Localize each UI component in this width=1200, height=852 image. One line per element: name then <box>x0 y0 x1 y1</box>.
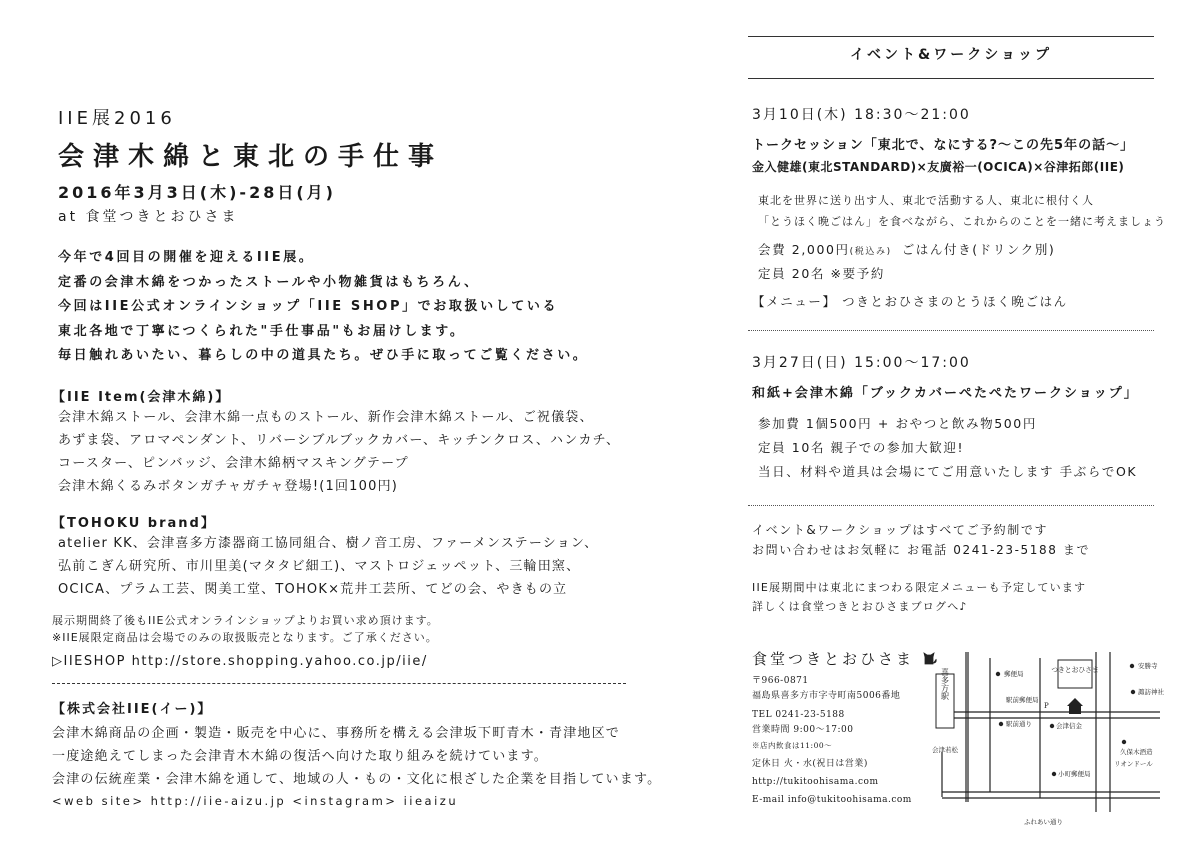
divider <box>748 330 1154 331</box>
event1-description <box>758 190 1166 232</box>
web-links[interactable]: <web site> http://iie-aizu.jp <instagram> iieaizu <box>52 794 459 808</box>
event1-fee-row <box>758 240 1055 258</box>
brand-line: OCICA、プラム工芸、関美工堂、TOHOK×荒井工芸所、てどの会、やきもの立 <box>58 582 568 597</box>
shop-details <box>752 674 912 808</box>
contact-line: お問い合わせはお気軽に お電話 0241-23-5188 まで <box>752 543 1091 557</box>
brand-heading: 【TOHOKU brand】 <box>52 516 216 531</box>
event1-time: 3月10日(木) 18:30〜21:00 <box>752 107 971 123</box>
contact-info <box>752 520 1090 560</box>
limited-menu-info <box>752 578 1086 616</box>
shop-tel: TEL 0241-23-5188 <box>752 710 845 720</box>
limited-line: 詳しくは食堂つきとおひさまブログへ♪ <box>752 600 968 613</box>
brand-line: 弘前こぎん研究所、市川里美(マタタビ細工)、マストロジェッペット、三輪田窯、 <box>58 559 581 574</box>
shop-url[interactable]: http://tukitoohisama.com <box>752 777 879 787</box>
shop-name <box>752 648 938 669</box>
item-heading: 【IIE Item(会津木綿)】 <box>52 390 231 405</box>
shop-address: 福島県喜多方市字寺町南5006番地 <box>752 691 901 701</box>
item-line: あずま袋、アロマペンダント、リバーシブルブックカバー、キッチンクロス、ハンカチ、 <box>58 433 621 448</box>
header-rule-top <box>748 36 1154 37</box>
map-shop-marker <box>1058 660 1092 688</box>
map-label: 駅前郵便局 <box>1006 696 1039 704</box>
header-rule-bottom <box>748 78 1154 79</box>
intro-line: 毎日触れあいたい、暮らしの中の道具たち。ぜひ手に取ってご覧ください。 <box>58 348 589 363</box>
shop-closed: 定休日 火・水(祝日は営業) <box>752 759 868 769</box>
event2-title: 和紙+会津木綿「ブックカバーぺたぺたワークショップ」 <box>752 386 1139 401</box>
shop-hours-note: ※店内飲食は11:00〜 <box>752 741 833 750</box>
event1-title: トークセッション「東北で、なにする?〜この先5年の話〜」 <box>752 138 1135 153</box>
event1-fee: 会費 2,000円 <box>758 242 850 257</box>
map-shop-label: つきとおひさま <box>1051 666 1099 674</box>
brand-list <box>58 532 598 601</box>
intro-line: 今回はIIE公式オンラインショップ「IIE SHOP」でお取扱いしている <box>58 299 559 314</box>
map-label: リオンドール <box>1114 760 1153 768</box>
access-map <box>928 652 1164 832</box>
event2-note: 当日、材料や道具は会場にてご用意いたします 手ぶらでOK <box>758 464 1138 479</box>
map-label: 久保木酒造 <box>1120 748 1153 756</box>
item-line: 会津木綿くるみボタンガチャガチャ登場!(1回100円) <box>58 479 399 494</box>
event1-menu: 【メニュー】 つきとおひさまのとうほく晩ごはん <box>752 294 1068 309</box>
intro-line: 東北各地で丁寧につくられた"手仕事品"もお届けします。 <box>58 323 466 339</box>
events-header: イベント&ワークショップ <box>850 47 1052 63</box>
event2-details <box>758 412 1137 484</box>
shop-postal: 〒966-0871 <box>752 676 809 686</box>
divider <box>748 505 1154 506</box>
company-heading: 【株式会社IIE(イー)】 <box>52 702 213 717</box>
company-line: 会津木綿商品の企画・製造・販売を中心に、事務所を構える会津坂下町青木・青津地区で <box>52 726 621 741</box>
item-line: 会津木綿ストール、会津木綿一点ものストール、新作会津木綿ストール、ご祝儀袋、 <box>58 410 594 425</box>
event1-speakers: 金入健雄(東北STANDARD)×友廣裕一(OCICA)×谷津拓郎(IIE) <box>752 160 1125 174</box>
shop-name-text: 食堂つきとおひさま <box>752 650 915 668</box>
shop-notes <box>52 612 439 646</box>
intro-line: 今年で4回目の開催を迎えるIIE展。 <box>58 250 315 265</box>
desc-line: 「とうほく晩ごはん」を食べながら、これからのことを一緒に考えましょう <box>758 215 1166 228</box>
note-line: ※IIE展限定商品は会場でのみの取扱販売となります。ご了承ください。 <box>52 631 438 644</box>
intro-line: 定番の会津木綿をつかったストールや小物雑貨はもちろん、 <box>58 274 480 290</box>
map-label: 会津若松 <box>932 746 958 754</box>
shop-link[interactable]: ▷IIESHOP http://store.shopping.yahoo.co.jp/iie/ <box>52 654 428 669</box>
event2-fee: 参加費 1個500円 + おやつと飲み物500円 <box>758 416 1037 431</box>
map-label: 郵便局 <box>1004 670 1024 678</box>
item-list <box>58 406 620 498</box>
venue: at 食堂つきとおひさま <box>58 209 239 225</box>
page-title: 会津木綿と東北の手仕事 <box>58 142 444 172</box>
item-line: コースター、ピンバッジ、会津木綿柄マスキングテープ <box>58 456 409 471</box>
map-house-icon <box>1067 698 1083 706</box>
map-label: 会津信金 <box>1056 722 1082 730</box>
event2-capacity: 定員 10名 親子での参加大歓迎! <box>758 440 965 455</box>
map-label: 安勝寺 <box>1138 662 1158 670</box>
desc-line: 東北を世界に送り出す人、東北で活動する人、東北に根付く人 <box>758 194 1094 207</box>
event1-fee-note: ごはん付き(ドリンク別) <box>901 242 1056 257</box>
map-label: ふれあい通り <box>1024 818 1063 826</box>
event1-fee-tax: (税込み) <box>849 247 892 257</box>
limited-line: IIE展期間中は東北にまつわる限定メニューも予定しています <box>752 581 1087 594</box>
event1-capacity: 定員 20名 ※要予約 <box>758 266 885 281</box>
map-label: 諏訪神社 <box>1138 688 1164 696</box>
company-description <box>52 722 661 791</box>
map-station-label: 喜多方駅 <box>940 668 950 700</box>
shop-hours: 営業時間 9:00〜17:00 <box>752 725 854 735</box>
map-label: 小町郵便局 <box>1058 770 1091 778</box>
divider <box>52 683 626 684</box>
company-line: 会津の伝統産業・会津木綿を通して、地域の人・もの・文化に根ざした企業を目指しています。 <box>52 772 662 787</box>
note-line: 展示期間終了後もIIE公式オンラインショップよりお買い求め頂けます。 <box>52 614 439 627</box>
event-dates: 2016年3月3日(木)-28日(月) <box>58 183 336 202</box>
map-parking-label: P <box>1044 702 1049 710</box>
event2-time: 3月27日(日) 15:00〜17:00 <box>752 355 971 371</box>
contact-line: イベント&ワークショップはすべてご予約制です <box>752 523 1049 537</box>
map-label: 駅前通り <box>1006 720 1032 728</box>
series-title: IIE展2016 <box>58 108 176 129</box>
intro-paragraph <box>58 246 588 369</box>
shop-email[interactable]: E-mail info@tukitoohisama.com <box>752 795 912 805</box>
company-line: 一度途絶えてしまった会津青木木綿の復活へ向けた取り組みを続けています。 <box>52 749 548 764</box>
brand-line: atelier KK、会津喜多方漆器商工協同組合、樹ノ音工房、ファーメンステーション、 <box>58 536 599 551</box>
